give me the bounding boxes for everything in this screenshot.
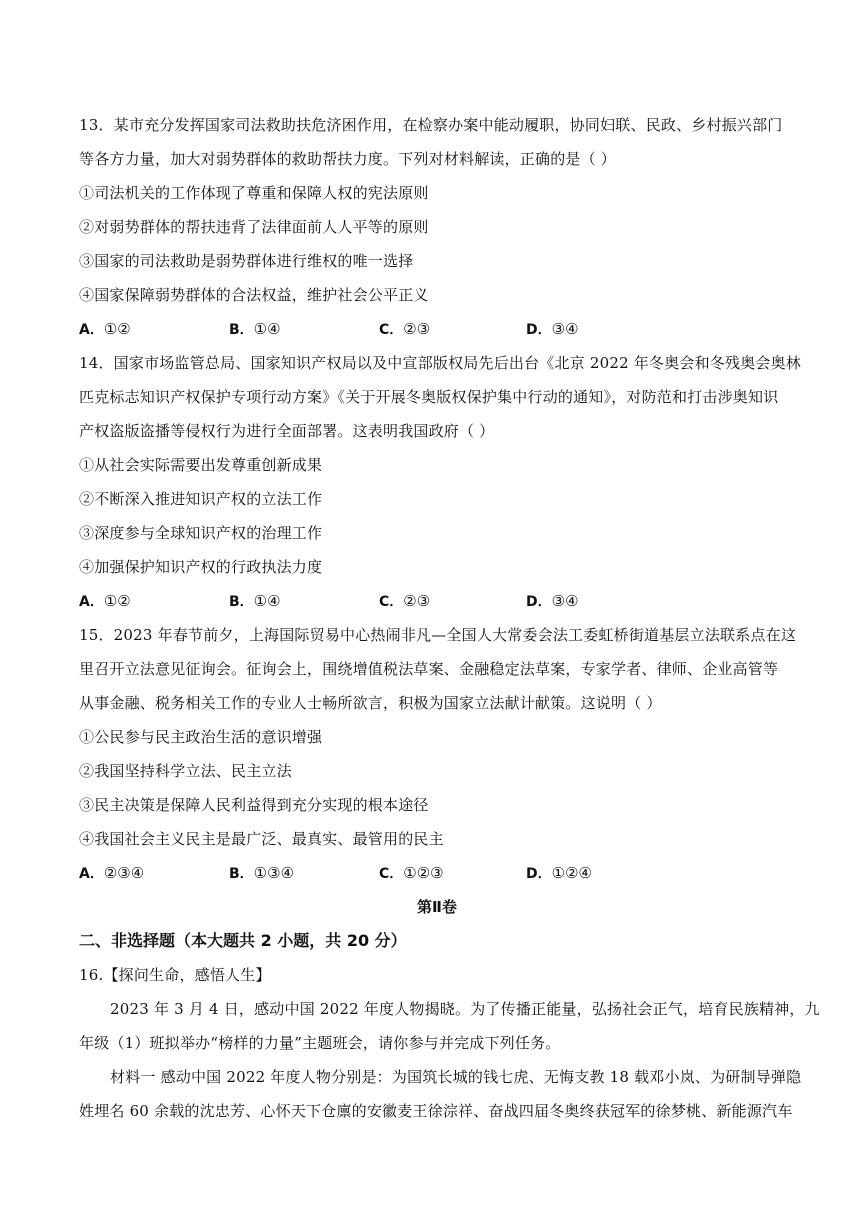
option-text: ①②③ xyxy=(403,864,444,882)
q14-options xyxy=(79,584,795,618)
q14-option-c[interactable] xyxy=(379,584,526,618)
q13-option-c[interactable] xyxy=(379,312,526,346)
q16-title: 16.【探问生命，感悟人生】 xyxy=(79,966,271,984)
q15-stem-line-3: 从事金融、税务相关工作的专业人士畅所欲言，积极为国家立法献计献策。这说明（ ） xyxy=(79,694,662,712)
q15-option-d[interactable] xyxy=(526,856,676,890)
option-text: ③④ xyxy=(551,320,579,338)
option-text: ①④ xyxy=(253,320,281,338)
option-letter: B． xyxy=(229,322,254,338)
q14-item-3: ③深度参与全球知识产权的治理工作 xyxy=(79,524,323,542)
option-letter: C． xyxy=(379,866,404,882)
q15-options xyxy=(79,856,795,890)
option-letter: B． xyxy=(229,594,254,610)
exam-content xyxy=(79,108,820,1128)
q14-option-b[interactable] xyxy=(229,584,379,618)
question-16 xyxy=(79,958,820,1128)
option-letter: D． xyxy=(526,322,552,338)
option-text: ①③④ xyxy=(253,864,295,882)
q13-option-d[interactable] xyxy=(526,312,676,346)
q13-options xyxy=(79,312,795,346)
option-text: ①② xyxy=(103,320,131,338)
option-letter: B． xyxy=(229,866,254,882)
question-13 xyxy=(79,108,795,346)
option-text: ③④ xyxy=(551,592,579,610)
q13-stem-line-1: 13．某市充分发挥国家司法救助扶危济困作用，在检察办案中能动履职，协同妇联、民政、乡村振兴部门 xyxy=(79,116,783,134)
question-15 xyxy=(79,618,795,890)
q13-item-2: ②对弱势群体的帮扶违背了法律面前人人平等的原则 xyxy=(79,218,429,236)
option-text: ①② xyxy=(103,592,131,610)
q14-stem-line-3: 产权盗版盗播等侵权行为进行全面部署。这表明我国政府（ ） xyxy=(79,422,495,440)
q14-item-2: ②不断深入推进知识产权的立法工作 xyxy=(79,490,323,508)
q15-stem-line-2: 里召开立法意见征询会。征询会上，围绕增值税法草案、金融稳定法草案，专家学者、律师、企业高管等 xyxy=(79,660,779,678)
q13-stem-line-2: 等各方力量，加大对弱势群体的救助帮扶力度。下列对材料解读，正确的是（ ） xyxy=(79,150,616,168)
q15-item-1: ①公民参与民主政治生活的意识增强 xyxy=(79,728,323,746)
option-text: ②③④ xyxy=(103,864,145,882)
q14-item-1: ①从社会实际需要出发尊重创新成果 xyxy=(79,456,323,474)
option-letter: A． xyxy=(79,594,104,610)
option-letter: A． xyxy=(79,866,104,882)
q15-option-c[interactable] xyxy=(379,856,526,890)
option-letter: D． xyxy=(526,866,552,882)
option-text: ①④ xyxy=(253,592,281,610)
q13-option-a[interactable] xyxy=(79,312,229,346)
q14-option-d[interactable] xyxy=(526,584,676,618)
q14-stem-line-1: 14．国家市场监管总局、国家知识产权局以及中宣部版权局先后出台《北京 2022 年冬奥会和冬残奥会奥林 xyxy=(79,354,802,372)
q14-item-4: ④加强保护知识产权的行政执法力度 xyxy=(79,558,323,576)
q13-item-1: ①司法机关的工作体现了尊重和保障人权的宪法原则 xyxy=(79,184,429,202)
q15-option-b[interactable] xyxy=(229,856,379,890)
q13-option-b[interactable] xyxy=(229,312,379,346)
q15-item-3: ③民主决策是保障人民利益得到充分实现的根本途径 xyxy=(79,796,429,814)
q14-stem-line-2: 匹克标志知识产权保护专项行动方案》《关于开展冬奥版权保护集中行动的通知》，对防范和打击涉奥知识 xyxy=(79,388,779,406)
option-text: ①②④ xyxy=(551,864,592,882)
q14-option-a[interactable] xyxy=(79,584,229,618)
option-letter: C． xyxy=(379,594,404,610)
q13-item-4: ④国家保障弱势群体的合法权益，维护社会公平正义 xyxy=(79,286,429,304)
option-text: ②③ xyxy=(403,320,431,338)
q13-item-3: ③国家的司法救助是弱势群体进行维权的唯一选择 xyxy=(79,252,414,270)
q16-material-line-1: 材料一 感动中国 2022 年度人物分别是：为国筑长城的钱七虎、无悔支教 18 载邓小岚、为研制导弹隐 xyxy=(110,1068,802,1086)
q15-item-4: ④我国社会主义民主是最广泛、最真实、最管用的民主 xyxy=(79,830,444,848)
q16-material-line-2: 姓埋名 60 余载的沈忠芳、心怀天下仓廪的安徽麦王徐淙祥、奋战四届冬奥终获冠军的徐梦桃、新能源汽车 xyxy=(79,1102,793,1120)
question-14 xyxy=(79,346,802,618)
option-text: ②③ xyxy=(403,592,431,610)
q15-item-2: ②我国坚持科学立法、民主立法 xyxy=(79,762,292,780)
volume-title: 第Ⅱ卷 xyxy=(417,898,457,916)
q16-paragraph-line-1: 2023 年 3 月 4 日，感动中国 2022 年度人物揭晓。为了传播正能量，弘扬社会正气，培育民族精神，九 xyxy=(110,1000,820,1018)
option-letter: A． xyxy=(79,322,104,338)
option-letter: C． xyxy=(379,322,404,338)
option-letter: D． xyxy=(526,594,552,610)
q15-option-a[interactable] xyxy=(79,856,229,890)
q15-stem-line-1: 15．2023 年春节前夕，上海国际贸易中心热闹非凡—全国人大常委会法工委虹桥街道基层立法联系点在这 xyxy=(79,626,797,644)
section-title: 二、非选择题（本大题共 2 小题，共 20 分） xyxy=(79,931,407,950)
q16-paragraph-line-2: 年级（1）班拟举办“榜样的力量”主题班会，请你参与并完成下列任务。 xyxy=(79,1034,561,1052)
